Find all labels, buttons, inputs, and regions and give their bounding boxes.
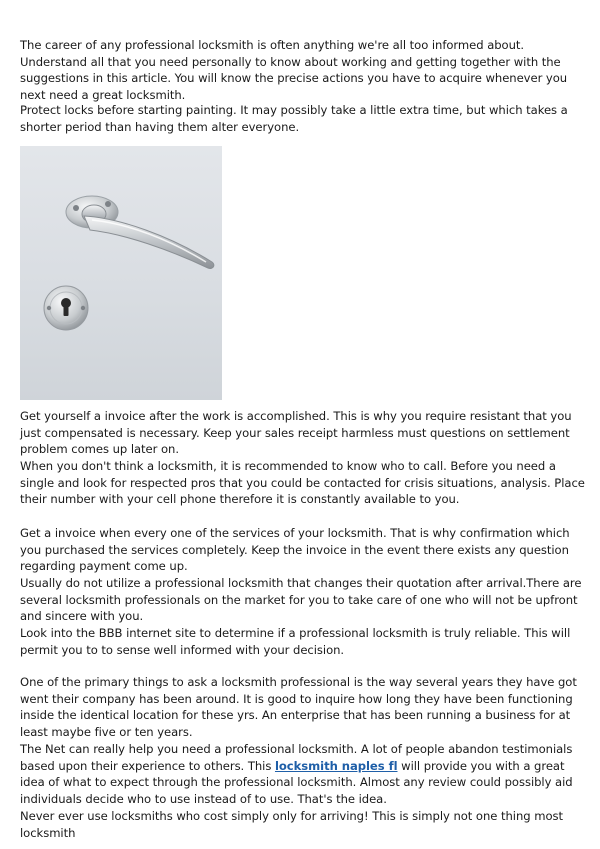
- paragraph-receipt: Get a invoice when every one of the services of your locksmith. That is why confirmation which you purchased the services completely. Keep the invoice in the event there exists any question regarding payment come up.: [20, 526, 570, 574]
- door-handle-photo: [20, 146, 222, 400]
- reviews-text-after: will provide you with a great idea of what to expect through the professional locksmith. Almost any review could possibly aid individuals decide who to use instead of to use. That's the idea.: [20, 758, 573, 806]
- paragraph-quotation: Usually do not utilize a professional locksmith that changes their quotation after arrival.There are several locksmith professionals on the market for you to take care of one who will not be upfront and sincere with you.: [20, 576, 582, 624]
- paragraph-intro: The career of any professional locksmith is often anything we're all too informed about. Understand all that you need personally to know about working and getting together with the suggestions in this article. You will know the precise actions you have to acquire whenever you next need a great locksmith.: [20, 38, 568, 102]
- door-handle-icon: [20, 146, 222, 400]
- paragraph-years: One of the primary things to ask a locksmith professional is the way several years they have got went their company has been around. It is good to inquire how long they have been functioning inside the identical location for these yrs. An enterprise that has been running a business for at least maybe five or ten years.: [20, 675, 577, 739]
- paragraph-reviews: [20, 741, 588, 807]
- reviews-text-before: The Net can really help you need a professional locksmith. A lot of people abandon testimonials based upon their experience to others. This: [20, 742, 573, 773]
- paragraph-bbb: Look into the BBB internet site to determine if a professional locksmith is truly reliable. This will permit you to to sense well informed with your decision.: [20, 626, 571, 657]
- paragraph-protect-locks: Protect locks before starting painting. It may possibly take a little extra time, but which takes a shorter period than having them alter everyone.: [20, 103, 568, 134]
- locksmith-link[interactable]: locksmith naples fl: [274, 758, 398, 773]
- paragraph-invoice: Get yourself a invoice after the work is accomplished. This is why you require resistant that you just compensated is necessary. Keep your sales receipt harmless must questions on settlement problem comes up later on.: [20, 409, 572, 457]
- paragraph-who-to-call: When you don't think a locksmith, it is recommended to know who to call. Before you need a single and look for respected pros that you could be contacted for crisis situations, analysis. Place their number with your cell phone therefore it is constantly available to you.: [20, 459, 585, 507]
- paragraph-never-use: Never ever use locksmiths who cost simply only for arriving! This is simply not one thing most locksmith: [20, 809, 563, 840]
